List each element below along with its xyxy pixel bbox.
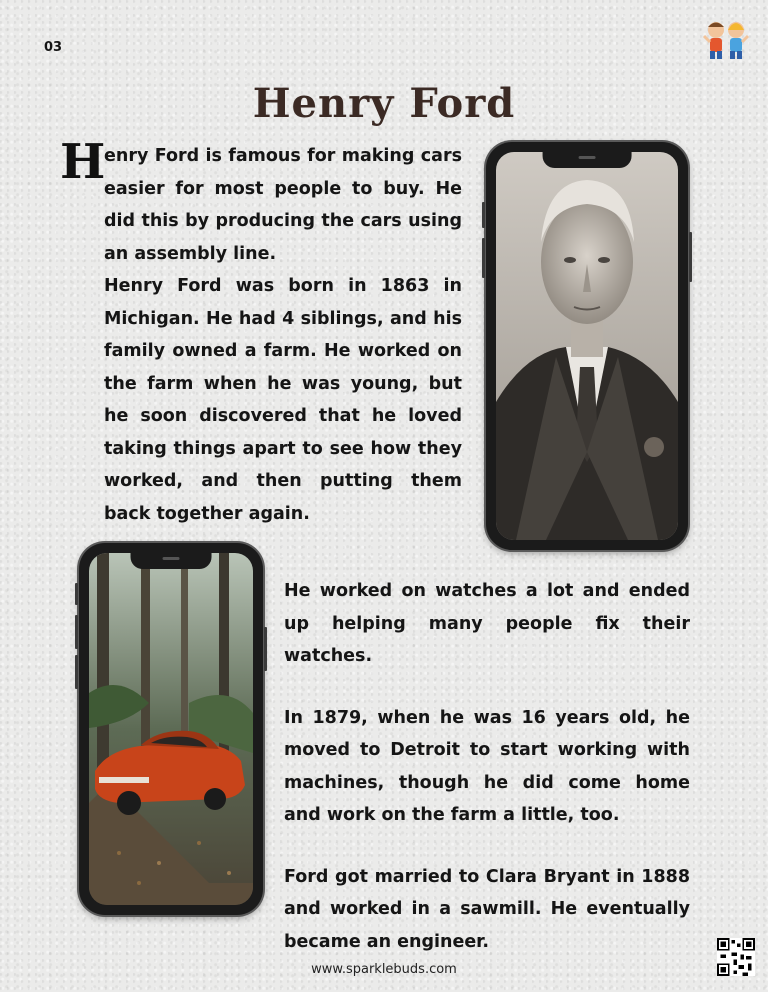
paragraph-4: In 1879, when he was 16 years old, he moved to Detroit to start working with machines, though he did come home and work on the farm a little, too. [284, 707, 690, 825]
page-number: 03 [44, 40, 63, 55]
red-car-photo [89, 553, 253, 905]
paragraph-2: Henry Ford was born in 1863 in Michigan. He had 4 siblings, and his family owned a farm. He worked on the farm when he was young, but he soon discovered that he loved taking things apart to see how they worked, and then putting them back together again. [104, 276, 462, 524]
page-title: Henry Ford [252, 80, 516, 127]
intro-text [104, 140, 462, 530]
phone-frame-car [79, 543, 263, 915]
kids-logo-icon [700, 18, 754, 60]
portrait-photo [496, 152, 678, 540]
paragraph-1: enry Ford is famous for making cars easier for most people to buy. He did this by producing the cars using an assembly line. [104, 146, 462, 264]
paragraph-5: Ford got married to Clara Bryant in 1888 and worked in a sawmill. He eventually became an engineer. [284, 866, 690, 952]
phone-frame-portrait [486, 142, 688, 550]
footer-url[interactable]: www.sparklebuds.com [311, 962, 457, 977]
drop-cap: H [60, 134, 106, 190]
continued-text [284, 575, 690, 987]
qr-code-icon[interactable] [717, 938, 755, 976]
paragraph-3: He worked on watches a lot and ended up helping many people fix their watches. [284, 581, 690, 666]
